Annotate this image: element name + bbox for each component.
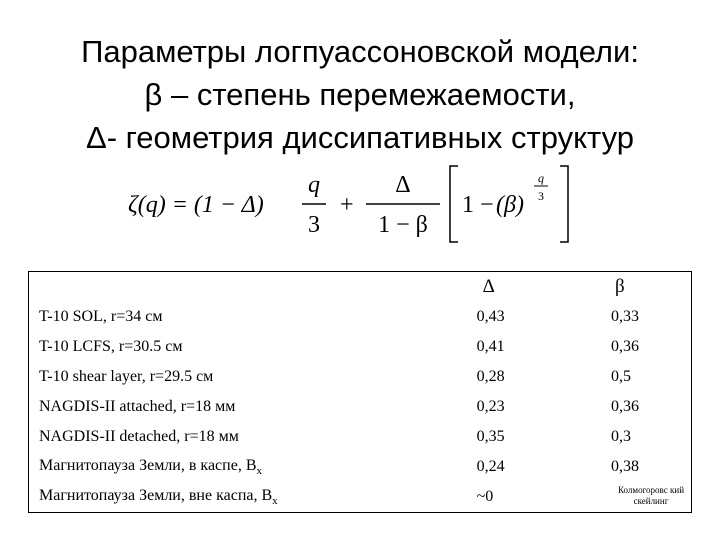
table-row: [29, 482, 692, 513]
table-row: [29, 422, 692, 452]
slide-title: [0, 30, 720, 159]
row-beta: 0,33: [611, 308, 639, 325]
row-beta: 0,36: [611, 398, 639, 415]
formula-left-bracket: [450, 166, 458, 242]
row-delta: 0,41: [476, 338, 505, 355]
table-row: [29, 452, 692, 482]
formula-svg: [128, 162, 588, 248]
row-delta: 0,24: [476, 458, 505, 475]
header-beta: β: [615, 276, 625, 297]
row-label: NAGDIS-II detached, r=18 мм: [39, 428, 239, 445]
row-label: Магнитопауза Земли, в каспе, B: [39, 456, 257, 474]
formula-bracket-one: 1 −: [462, 192, 494, 218]
row-delta: 0,28: [476, 368, 505, 385]
row-label: T-10 LCFS, r=30.5 см: [39, 338, 183, 355]
title-line-2: β – степень перемежаемости,: [144, 77, 576, 112]
row-delta: 0,35: [476, 428, 505, 445]
row-label: T-10 SOL, r=34 см: [39, 308, 163, 325]
table-row: [29, 392, 692, 422]
header-empty: [29, 272, 459, 303]
row-label: T-10 shear layer, r=29.5 см: [39, 368, 214, 385]
row-label-subscript: x: [256, 465, 262, 478]
title-line-1: Параметры логпуассоновской модели:: [81, 34, 639, 69]
formula-frac2-den: 1 − β: [378, 212, 428, 238]
row-beta: 0,5: [611, 368, 631, 385]
formula-frac1-num: q: [308, 172, 320, 198]
row-label: NAGDIS-II attached, r=18 мм: [39, 398, 236, 415]
parameters-table: [28, 271, 692, 513]
formula-plus: +: [340, 192, 354, 218]
row-beta: 0,36: [611, 338, 639, 355]
row-delta: 0,43: [476, 308, 505, 325]
table-row: [29, 332, 692, 362]
formula-exp-den: 3: [538, 189, 544, 203]
formula-beta-term: (β): [496, 192, 524, 218]
header-delta: Δ: [482, 276, 495, 297]
formula-frac1-den: 3: [308, 212, 320, 238]
table-header-row: [29, 272, 692, 303]
table-row: [29, 362, 692, 392]
row-label-cell: [29, 452, 459, 482]
logpoisson-formula: [128, 162, 588, 248]
row-beta: Колмогоровс кий скейлинг: [617, 485, 685, 506]
row-delta: ~0: [476, 488, 494, 505]
formula-exp-num: q: [538, 171, 544, 185]
row-label: Магнитопауза Земли, вне каспа, B: [39, 486, 273, 504]
row-beta: 0,3: [611, 428, 631, 445]
formula-frac2-num: Δ: [395, 172, 411, 198]
row-beta: 0,38: [611, 458, 639, 475]
row-label-subscript: x: [272, 495, 278, 508]
formula-lhs: ζ(q) = (1 − Δ): [128, 192, 264, 218]
row-label-cell: [29, 482, 459, 513]
row-beta-cell: [585, 482, 692, 513]
table-row: [29, 302, 692, 332]
title-line-3: Δ- геометрия диссипативных структур: [86, 120, 634, 155]
formula-right-bracket: [560, 166, 568, 242]
row-delta: 0,23: [476, 398, 505, 415]
